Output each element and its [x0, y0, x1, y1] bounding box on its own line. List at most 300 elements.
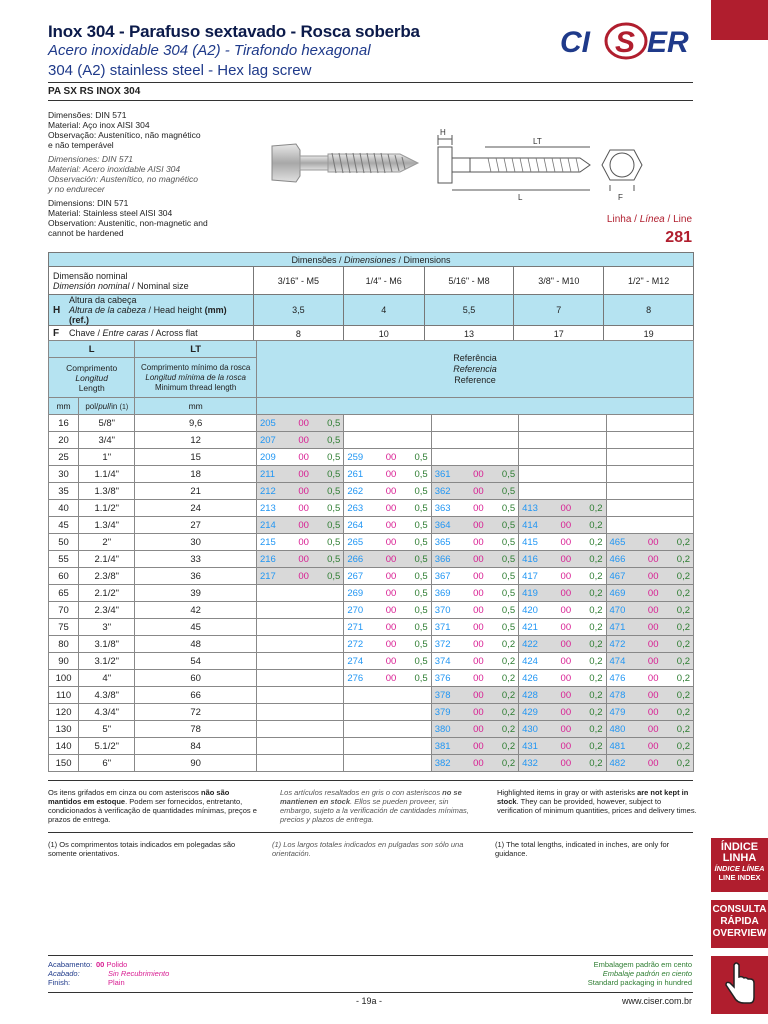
reference-code: 364 [431, 517, 466, 534]
length-inch: 4" [79, 670, 135, 687]
finish-code: 00 [379, 551, 403, 568]
reference-code: 432 [519, 755, 554, 772]
finish-code: 00 [641, 551, 665, 568]
empty-reference [256, 687, 343, 704]
box-quantity: 0,2 [578, 619, 606, 636]
code-rule [48, 100, 693, 101]
empty-reference [606, 449, 694, 466]
length-inch: 6" [79, 755, 135, 772]
length-inch: 5.1/2" [79, 738, 135, 755]
finish-code: 00 [554, 500, 578, 517]
reference-code: 212 [256, 483, 291, 500]
box-quantity: 0,5 [316, 432, 344, 449]
hand-pointer-icon [720, 961, 760, 1009]
reference-code: 416 [519, 551, 554, 568]
reference-code: 270 [344, 602, 379, 619]
finish-code: 00 [379, 466, 403, 483]
reference-code: 269 [344, 585, 379, 602]
empty-reference [344, 415, 431, 432]
thread-length: 45 [135, 619, 257, 636]
box-quantity: 0,2 [578, 534, 606, 551]
svg-text:ER: ER [647, 26, 689, 59]
length-mm: 20 [49, 432, 79, 449]
thread-length: 36 [135, 568, 257, 585]
footnote-rule [48, 832, 693, 833]
label-l: L [518, 193, 523, 202]
reference-code: 209 [256, 449, 291, 466]
finish-code: 00 [641, 755, 665, 772]
finish-code: 00 [641, 585, 665, 602]
box-quantity: 0,2 [490, 738, 518, 755]
reference-code: 263 [344, 500, 379, 517]
reference-code: 472 [606, 636, 641, 653]
empty-reference [519, 415, 606, 432]
reference-code: 366 [431, 551, 466, 568]
length-mm: 40 [49, 500, 79, 517]
thread-length: 24 [135, 500, 257, 517]
notes-rule [48, 780, 693, 781]
empty-reference [256, 670, 343, 687]
box-quantity: 0,2 [578, 738, 606, 755]
length-mm: 50 [49, 534, 79, 551]
empty-reference [256, 721, 343, 738]
box-quantity: 0,2 [665, 636, 693, 653]
length-inch: 2.1/2" [79, 585, 135, 602]
footnote-es: (1) Los largos totales indicados en pulgadas son sólo una orientación. [272, 840, 464, 858]
title-pt: Inox 304 - Parafuso sextavado - Rosca soberba [48, 22, 420, 41]
unit-inch: pol/pul/in (1) [79, 398, 135, 415]
box-quantity: 0,5 [316, 483, 344, 500]
box-quantity: 0,2 [578, 636, 606, 653]
h-value: 7 [514, 295, 604, 326]
box-quantity: 0,5 [316, 551, 344, 568]
box-quantity: 0,5 [403, 551, 431, 568]
nominal-size-label: Dimensão nominal Dimensión nominal / Nominal size [49, 267, 254, 295]
finish-code: 00 [466, 568, 490, 585]
empty-reference [256, 738, 343, 755]
box-quantity: 0,2 [490, 636, 518, 653]
reference-code: 274 [344, 653, 379, 670]
finish-code: 00 [554, 687, 578, 704]
finish-code: 00 [554, 755, 578, 772]
reference-code: 476 [606, 670, 641, 687]
length-inch: 1.1/2" [79, 500, 135, 517]
box-quantity: 0,5 [403, 466, 431, 483]
size-m12: 1/2" - M12 [604, 267, 694, 295]
box-quantity: 0,5 [316, 415, 344, 432]
finish-code: 00 [641, 687, 665, 704]
box-quantity: 0,2 [665, 704, 693, 721]
label-f: F [618, 193, 623, 202]
box-quantity: 0,5 [490, 568, 518, 585]
footnote-pt: (1) Os comprimentos totais indicados em polegadas são somente orientativos. [48, 840, 236, 858]
table-row [49, 653, 694, 670]
ciser-logo [555, 20, 700, 62]
length-inch: 1" [79, 449, 135, 466]
reference-code: 471 [606, 619, 641, 636]
thread-length: 18 [135, 466, 257, 483]
finish-code: 00 [466, 670, 490, 687]
finish-code: 00 [554, 585, 578, 602]
reference-code: 465 [606, 534, 641, 551]
f-value: 19 [604, 326, 694, 342]
empty-reference [519, 449, 606, 466]
reference-code: 371 [431, 619, 466, 636]
box-quantity: 0,5 [490, 602, 518, 619]
thread-length: 60 [135, 670, 257, 687]
reference-code: 426 [519, 670, 554, 687]
table-row [49, 483, 694, 500]
reference-code: 369 [431, 585, 466, 602]
thread-length: 72 [135, 704, 257, 721]
reference-code: 480 [606, 721, 641, 738]
finish-code: 00 [379, 585, 403, 602]
finish-code: 00 [292, 568, 316, 585]
reference-code: 211 [256, 466, 291, 483]
table-row [49, 704, 694, 721]
thread-length: 33 [135, 551, 257, 568]
page-rule [48, 992, 693, 993]
length-inch: 3" [79, 619, 135, 636]
finish-code: 00 [641, 704, 665, 721]
empty-reference [344, 738, 431, 755]
desc-es: Dimensiones: DIN 571 Material: Acero inoxidable AISI 304 Observación: Austenítico, no magnético y no endurecer [48, 154, 198, 194]
thread-length-header: Comprimento mínimo da rosca Longitud mínima de la rosca Minimum thread length [135, 358, 257, 398]
reference-code: 419 [519, 585, 554, 602]
length-mm: 45 [49, 517, 79, 534]
finish-code: 00 [466, 653, 490, 670]
box-quantity: 0,2 [578, 687, 606, 704]
reference-code: 420 [519, 602, 554, 619]
box-quantity: 0,2 [490, 704, 518, 721]
finish-code: 00 [466, 738, 490, 755]
box-quantity: 0,5 [403, 500, 431, 517]
empty-reference [344, 721, 431, 738]
label-h: H [440, 128, 446, 137]
finish-code: 00 [466, 483, 490, 500]
box-quantity: 0,5 [316, 568, 344, 585]
length-inch: 2" [79, 534, 135, 551]
finish-code: 00 [292, 517, 316, 534]
empty-reference [519, 483, 606, 500]
reference-code: 428 [519, 687, 554, 704]
table-row [49, 517, 694, 534]
box-quantity: 0,2 [578, 670, 606, 687]
finish-code: 00 [554, 670, 578, 687]
col-l: L [49, 341, 135, 358]
box-quantity: 0,5 [403, 619, 431, 636]
line-index-button[interactable]: ÍNDICE LINHA ÍNDICE LÍNEA LINE INDEX [711, 838, 768, 892]
finish-code: 00 [292, 551, 316, 568]
table-row [49, 602, 694, 619]
finish-code: 00 [466, 602, 490, 619]
box-quantity: 0,2 [578, 721, 606, 738]
reference-unit-spacer [256, 398, 693, 415]
finish-code: 00 [379, 602, 403, 619]
footnote-en: (1) The total lengths, indicated in inches, are only for guidance. [495, 840, 670, 858]
length-mm: 30 [49, 466, 79, 483]
finish-code: 00 [641, 568, 665, 585]
length-inch: 1.1/4" [79, 466, 135, 483]
reference-code: 478 [606, 687, 641, 704]
empty-reference [519, 432, 606, 449]
reference-code: 259 [344, 449, 379, 466]
reference-code: 367 [431, 568, 466, 585]
overview-button[interactable]: CONSULTA RÁPIDA OVERVIEW [711, 900, 768, 948]
empty-reference [256, 636, 343, 653]
finish-code: 00 [641, 619, 665, 636]
f-value: 17 [514, 326, 604, 342]
box-quantity: 0,2 [490, 721, 518, 738]
box-quantity: 0,2 [665, 687, 693, 704]
reference-code: 417 [519, 568, 554, 585]
length-mm: 140 [49, 738, 79, 755]
finish-code: 00 [554, 551, 578, 568]
length-mm: 150 [49, 755, 79, 772]
finish-code: 00 [554, 738, 578, 755]
label-lt: LT [533, 137, 542, 146]
reference-code: 372 [431, 636, 466, 653]
box-quantity: 0,5 [403, 585, 431, 602]
h-value: 5,5 [424, 295, 514, 326]
thread-length: 30 [135, 534, 257, 551]
box-quantity: 0,5 [403, 534, 431, 551]
box-quantity: 0,2 [578, 585, 606, 602]
box-quantity: 0,5 [403, 602, 431, 619]
size-m5: 3/16" - M5 [254, 267, 344, 295]
finish-code: 00 [554, 568, 578, 585]
reference-code: 217 [256, 568, 291, 585]
finish-code: 00 [466, 585, 490, 602]
thread-length: 42 [135, 602, 257, 619]
box-quantity: 0,2 [665, 585, 693, 602]
empty-reference [344, 432, 431, 449]
f-value: 13 [424, 326, 514, 342]
finish-code: 00 [379, 534, 403, 551]
length-header: Comprimento Longitud Length [49, 358, 135, 398]
empty-reference [256, 704, 343, 721]
page-number: - 19a - [356, 996, 383, 1006]
reference-code: 267 [344, 568, 379, 585]
unit-mm: mm [49, 398, 79, 415]
note-pt: Os itens grifados em cinza ou com asteriscos não são mantidos em estoque. Podem ser fornecidos, entretanto, condicionados à verificação de quantidades mínimas, preços e prazos de entrega. [48, 788, 257, 824]
box-quantity: 0,2 [665, 755, 693, 772]
finish-code: 00 [554, 619, 578, 636]
title-en: 304 (A2) stainless steel - Hex lag screw [48, 62, 312, 79]
reference-code: 261 [344, 466, 379, 483]
empty-reference [344, 755, 431, 772]
hand-cursor-button[interactable] [711, 956, 768, 1014]
box-quantity: 0,5 [403, 636, 431, 653]
h-value: 4 [343, 295, 424, 326]
length-inch: 1.3/8" [79, 483, 135, 500]
finish-code: 00 [641, 721, 665, 738]
reference-code: 414 [519, 517, 554, 534]
empty-reference [256, 755, 343, 772]
box-quantity: 0,5 [490, 500, 518, 517]
table-row [49, 432, 694, 449]
reference-code: 265 [344, 534, 379, 551]
length-mm: 35 [49, 483, 79, 500]
reference-code: 422 [519, 636, 554, 653]
length-inch: 4.3/8" [79, 687, 135, 704]
finish-code: 00 [466, 466, 490, 483]
empty-reference [431, 449, 518, 466]
length-mm: 25 [49, 449, 79, 466]
desc-en: Dimensions: DIN 571 Material: Stainless steel AISI 304 Observation: Austenitic, non-magnetic and cannot be hardened [48, 198, 208, 238]
thread-length: 12 [135, 432, 257, 449]
unit-mm-lt: mm [135, 398, 257, 415]
reference-code: 215 [256, 534, 291, 551]
reference-code: 470 [606, 602, 641, 619]
box-quantity: 0,5 [490, 551, 518, 568]
length-mm: 110 [49, 687, 79, 704]
reference-code: 431 [519, 738, 554, 755]
empty-reference [606, 517, 694, 534]
thread-length: 15 [135, 449, 257, 466]
table-row [49, 500, 694, 517]
box-quantity: 0,2 [665, 619, 693, 636]
box-quantity: 0,2 [578, 551, 606, 568]
reference-code: 380 [431, 721, 466, 738]
finish-code: 00 [466, 755, 490, 772]
finish-code: 00 [641, 738, 665, 755]
table-row [49, 619, 694, 636]
svg-text:S: S [615, 26, 636, 59]
reference-code: 479 [606, 704, 641, 721]
note-es: Los artículos resaltados en gris o con asteriscos no se mantienen en stock. Ellos se pueden proveer, sin embargo, sujeto a la verificación de cantidades mínimas, precios y plazos de entrega. [280, 788, 469, 824]
box-quantity: 0,5 [316, 534, 344, 551]
length-mm: 70 [49, 602, 79, 619]
empty-reference [606, 466, 694, 483]
box-quantity: 0,5 [403, 670, 431, 687]
thread-length: 21 [135, 483, 257, 500]
desc-pt: Dimensões: DIN 571 Material: Aço inox AISI 304 Observação: Austenítico, não magnético e não temperável [48, 110, 201, 150]
thread-length: 9,6 [135, 415, 257, 432]
reference-code: 362 [431, 483, 466, 500]
box-quantity: 0,5 [490, 466, 518, 483]
finish-code: 00 [292, 466, 316, 483]
head-height-label: H Altura da cabeça Altura de la cabeza / Head height (mm) (ref.) [49, 295, 254, 326]
empty-reference [606, 415, 694, 432]
box-quantity: 0,5 [403, 653, 431, 670]
box-quantity: 0,2 [490, 755, 518, 772]
table-row [49, 466, 694, 483]
finish-code: 00 [641, 534, 665, 551]
thread-length: 84 [135, 738, 257, 755]
finish-code: 00 [641, 670, 665, 687]
thread-length: 78 [135, 721, 257, 738]
table-row [49, 415, 694, 432]
finish-code: 00 [379, 670, 403, 687]
box-quantity: 0,5 [316, 517, 344, 534]
reference-code: 466 [606, 551, 641, 568]
reference-code: 370 [431, 602, 466, 619]
box-quantity: 0,2 [578, 704, 606, 721]
box-quantity: 0,2 [665, 738, 693, 755]
line-number: 281 [665, 229, 692, 246]
finish-code: 00 [466, 517, 490, 534]
empty-reference [256, 585, 343, 602]
length-mm: 100 [49, 670, 79, 687]
table-row [49, 687, 694, 704]
length-inch: 1.3/4" [79, 517, 135, 534]
box-quantity: 0,2 [665, 534, 693, 551]
reference-code: 365 [431, 534, 466, 551]
title-es: Acero inoxidable 304 (A2) - Tirafondo hexagonal [48, 42, 371, 59]
finish-code: 00 [292, 449, 316, 466]
empty-reference [519, 466, 606, 483]
size-m6: 1/4" - M6 [343, 267, 424, 295]
empty-reference [431, 415, 518, 432]
box-quantity: 0,5 [316, 449, 344, 466]
finish-code: 00 [292, 415, 316, 432]
box-quantity: 0,5 [490, 517, 518, 534]
finish-code: 00 [641, 653, 665, 670]
f-value: 8 [254, 326, 344, 342]
note-en: Highlighted items in gray or with asterisks are not kept in stock. They can be provided, however, subject to verification of minimum quantities, prices and delivery times. [497, 788, 697, 815]
box-quantity: 0,5 [490, 585, 518, 602]
finish-code: 00 [292, 500, 316, 517]
reference-code: 264 [344, 517, 379, 534]
length-mm: 60 [49, 568, 79, 585]
length-inch: 5/8" [79, 415, 135, 432]
box-quantity: 0,5 [403, 517, 431, 534]
svg-text:CI: CI [560, 26, 590, 59]
dimensions-header: Dimensões / Dimensiones / Dimensions [49, 253, 694, 267]
length-mm: 90 [49, 653, 79, 670]
table-row [49, 721, 694, 738]
finish-code: 00 [466, 636, 490, 653]
length-mm: 55 [49, 551, 79, 568]
finish-code: 00 [292, 534, 316, 551]
reference-code: 276 [344, 670, 379, 687]
box-quantity: 0,2 [665, 602, 693, 619]
finish-code: 00 [554, 602, 578, 619]
h-value: 3,5 [254, 295, 344, 326]
dimensions-table [48, 252, 694, 342]
length-inch: 3.1/8" [79, 636, 135, 653]
reference-code: 415 [519, 534, 554, 551]
length-mm: 65 [49, 585, 79, 602]
box-quantity: 0,5 [403, 449, 431, 466]
footer-rule [48, 955, 693, 956]
reference-code: 474 [606, 653, 641, 670]
packaging-info: Embalagem padrão em cento Embalaje padrón en ciento Standard packaging in hundred [587, 960, 692, 987]
finish-code: 00 [466, 687, 490, 704]
reference-header: Referência Referencia Reference [256, 341, 693, 398]
finish-code: 00 [379, 500, 403, 517]
empty-reference [256, 602, 343, 619]
thread-length: 48 [135, 636, 257, 653]
empty-reference [344, 704, 431, 721]
box-quantity: 0,2 [665, 551, 693, 568]
empty-reference [606, 500, 694, 517]
box-quantity: 0,5 [316, 500, 344, 517]
length-inch: 5" [79, 721, 135, 738]
finish-code: 00 [466, 551, 490, 568]
box-quantity: 0,5 [316, 466, 344, 483]
table-row [49, 636, 694, 653]
length-mm: 75 [49, 619, 79, 636]
finish-code: 00 [379, 653, 403, 670]
line-label: Linha / Línea / Line [606, 214, 692, 225]
box-quantity: 0,2 [665, 568, 693, 585]
finish-code: 00 [379, 619, 403, 636]
finish-code: 00 [292, 432, 316, 449]
reference-code: 469 [606, 585, 641, 602]
table-row [49, 585, 694, 602]
